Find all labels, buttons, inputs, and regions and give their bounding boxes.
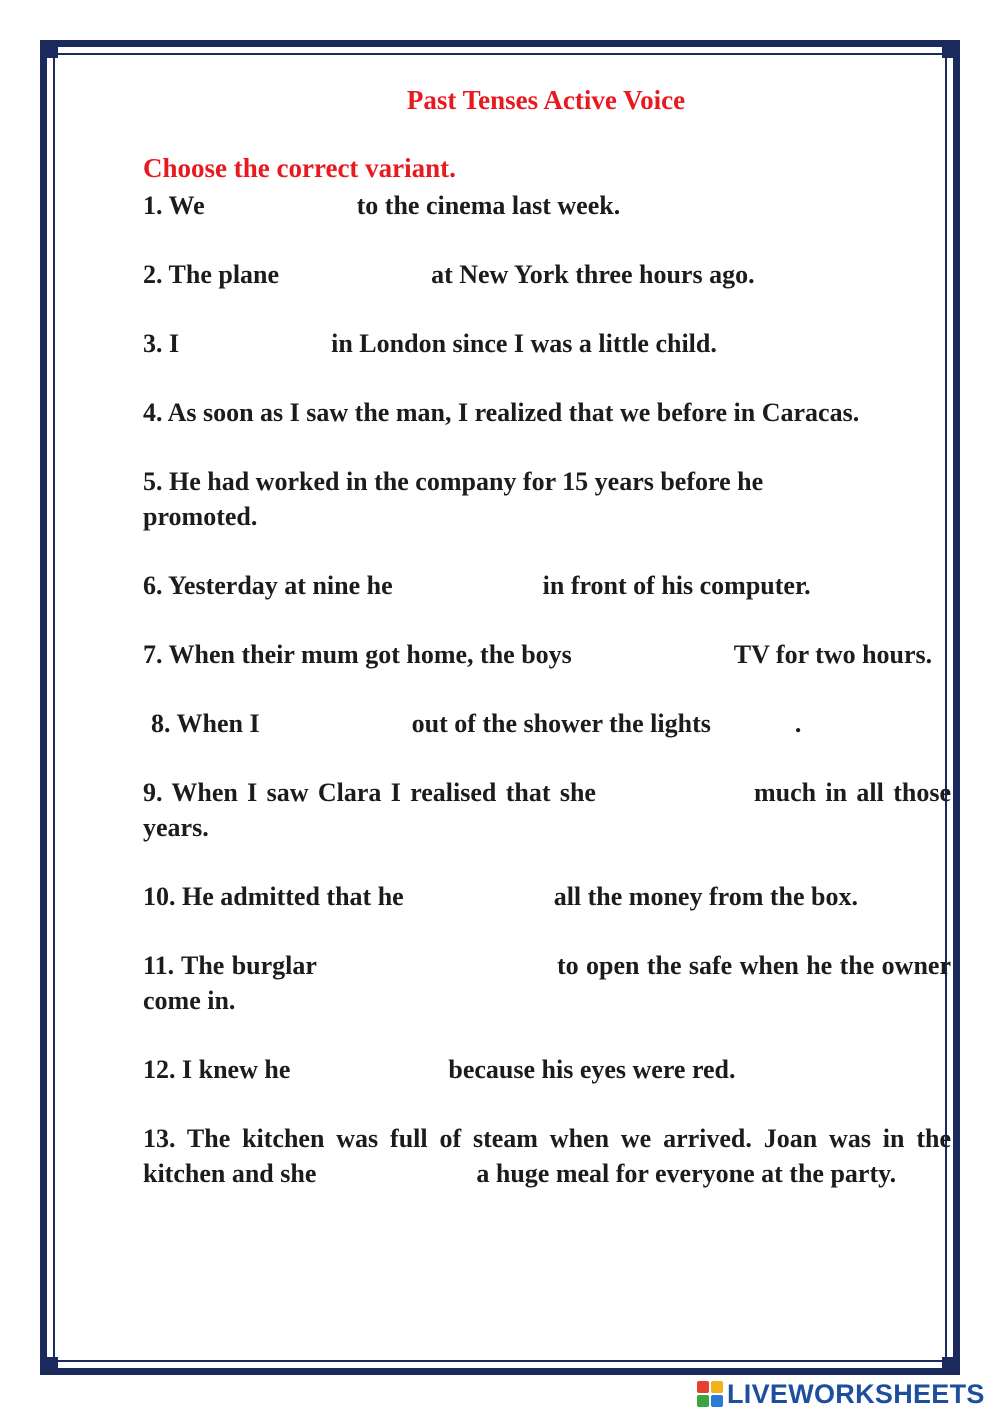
question-5 bbox=[143, 464, 951, 534]
question-7 bbox=[143, 637, 951, 672]
question-text: because his eyes were red. bbox=[448, 1055, 736, 1084]
border-corner bbox=[40, 40, 58, 58]
question-text: much in all those years. bbox=[143, 778, 951, 842]
question-text: 10. He admitted that he bbox=[143, 882, 404, 911]
logo-square bbox=[711, 1381, 723, 1393]
question-3 bbox=[143, 326, 951, 361]
worksheet-title: Past Tenses Active Voice bbox=[406, 85, 686, 115]
question-text: TV for two hours. bbox=[733, 640, 933, 669]
question-list bbox=[143, 188, 951, 1225]
question-text: 7. When their mum got home, the boys bbox=[143, 640, 572, 669]
question-10 bbox=[143, 879, 951, 914]
question-text: 2. The plane bbox=[143, 260, 280, 289]
question-8 bbox=[143, 706, 951, 741]
question-text: the owner come in. bbox=[143, 951, 951, 1015]
question-1 bbox=[143, 188, 951, 223]
question-text: 12. I knew he bbox=[143, 1055, 291, 1084]
question-text: 6. Yesterday at nine he bbox=[143, 571, 393, 600]
border-corner bbox=[40, 1357, 58, 1375]
liveworksheets-logo-icon bbox=[697, 1381, 723, 1407]
question-text: 13. The kitchen was full of steam when we arrived. Joan was in the kitchen and she bbox=[143, 1124, 951, 1188]
question-text: 8. When I bbox=[151, 709, 260, 738]
question-text: 1. We bbox=[143, 191, 205, 220]
question-text: 3. I bbox=[143, 329, 180, 358]
question-6 bbox=[143, 568, 951, 603]
question-text: out of the shower the lights bbox=[411, 709, 711, 738]
question-text: all the money from the box. bbox=[553, 882, 858, 911]
question-text: 11. The burglar bbox=[143, 951, 317, 980]
logo-square bbox=[697, 1381, 709, 1393]
question-2 bbox=[143, 257, 951, 292]
question-12 bbox=[143, 1052, 951, 1087]
question-text: promoted. bbox=[143, 502, 258, 531]
question-text: in London since I was a little child. bbox=[331, 329, 717, 358]
question-text: a huge meal for everyone at the party. bbox=[476, 1159, 897, 1188]
logo-square bbox=[711, 1395, 723, 1407]
question-4 bbox=[143, 395, 951, 430]
logo-square bbox=[697, 1395, 709, 1407]
question-9 bbox=[143, 775, 951, 845]
question-text: to the cinema last week. bbox=[356, 191, 621, 220]
question-text: in front of his computer. bbox=[542, 571, 811, 600]
question-text: to open the safe when he bbox=[556, 951, 833, 980]
instruction-text: Choose the correct variant. bbox=[143, 153, 456, 183]
question-text: . bbox=[794, 709, 802, 738]
question-text: before in Caracas. bbox=[656, 398, 860, 427]
question-13 bbox=[143, 1121, 951, 1191]
question-text: 5. He had worked in the company for 15 years before he bbox=[143, 467, 764, 496]
brand-name: LIVEWORKSHEETS bbox=[727, 1378, 985, 1409]
liveworksheets-brand[interactable] bbox=[697, 1378, 985, 1410]
border-corner bbox=[942, 1357, 960, 1375]
question-text: at New York three hours ago. bbox=[431, 260, 755, 289]
border-corner bbox=[942, 40, 960, 58]
question-11 bbox=[143, 948, 951, 1018]
question-text: 9. When I saw Clara I realised that she bbox=[143, 778, 596, 807]
question-text: 4. As soon as I saw the man, I realized that we bbox=[143, 398, 651, 427]
